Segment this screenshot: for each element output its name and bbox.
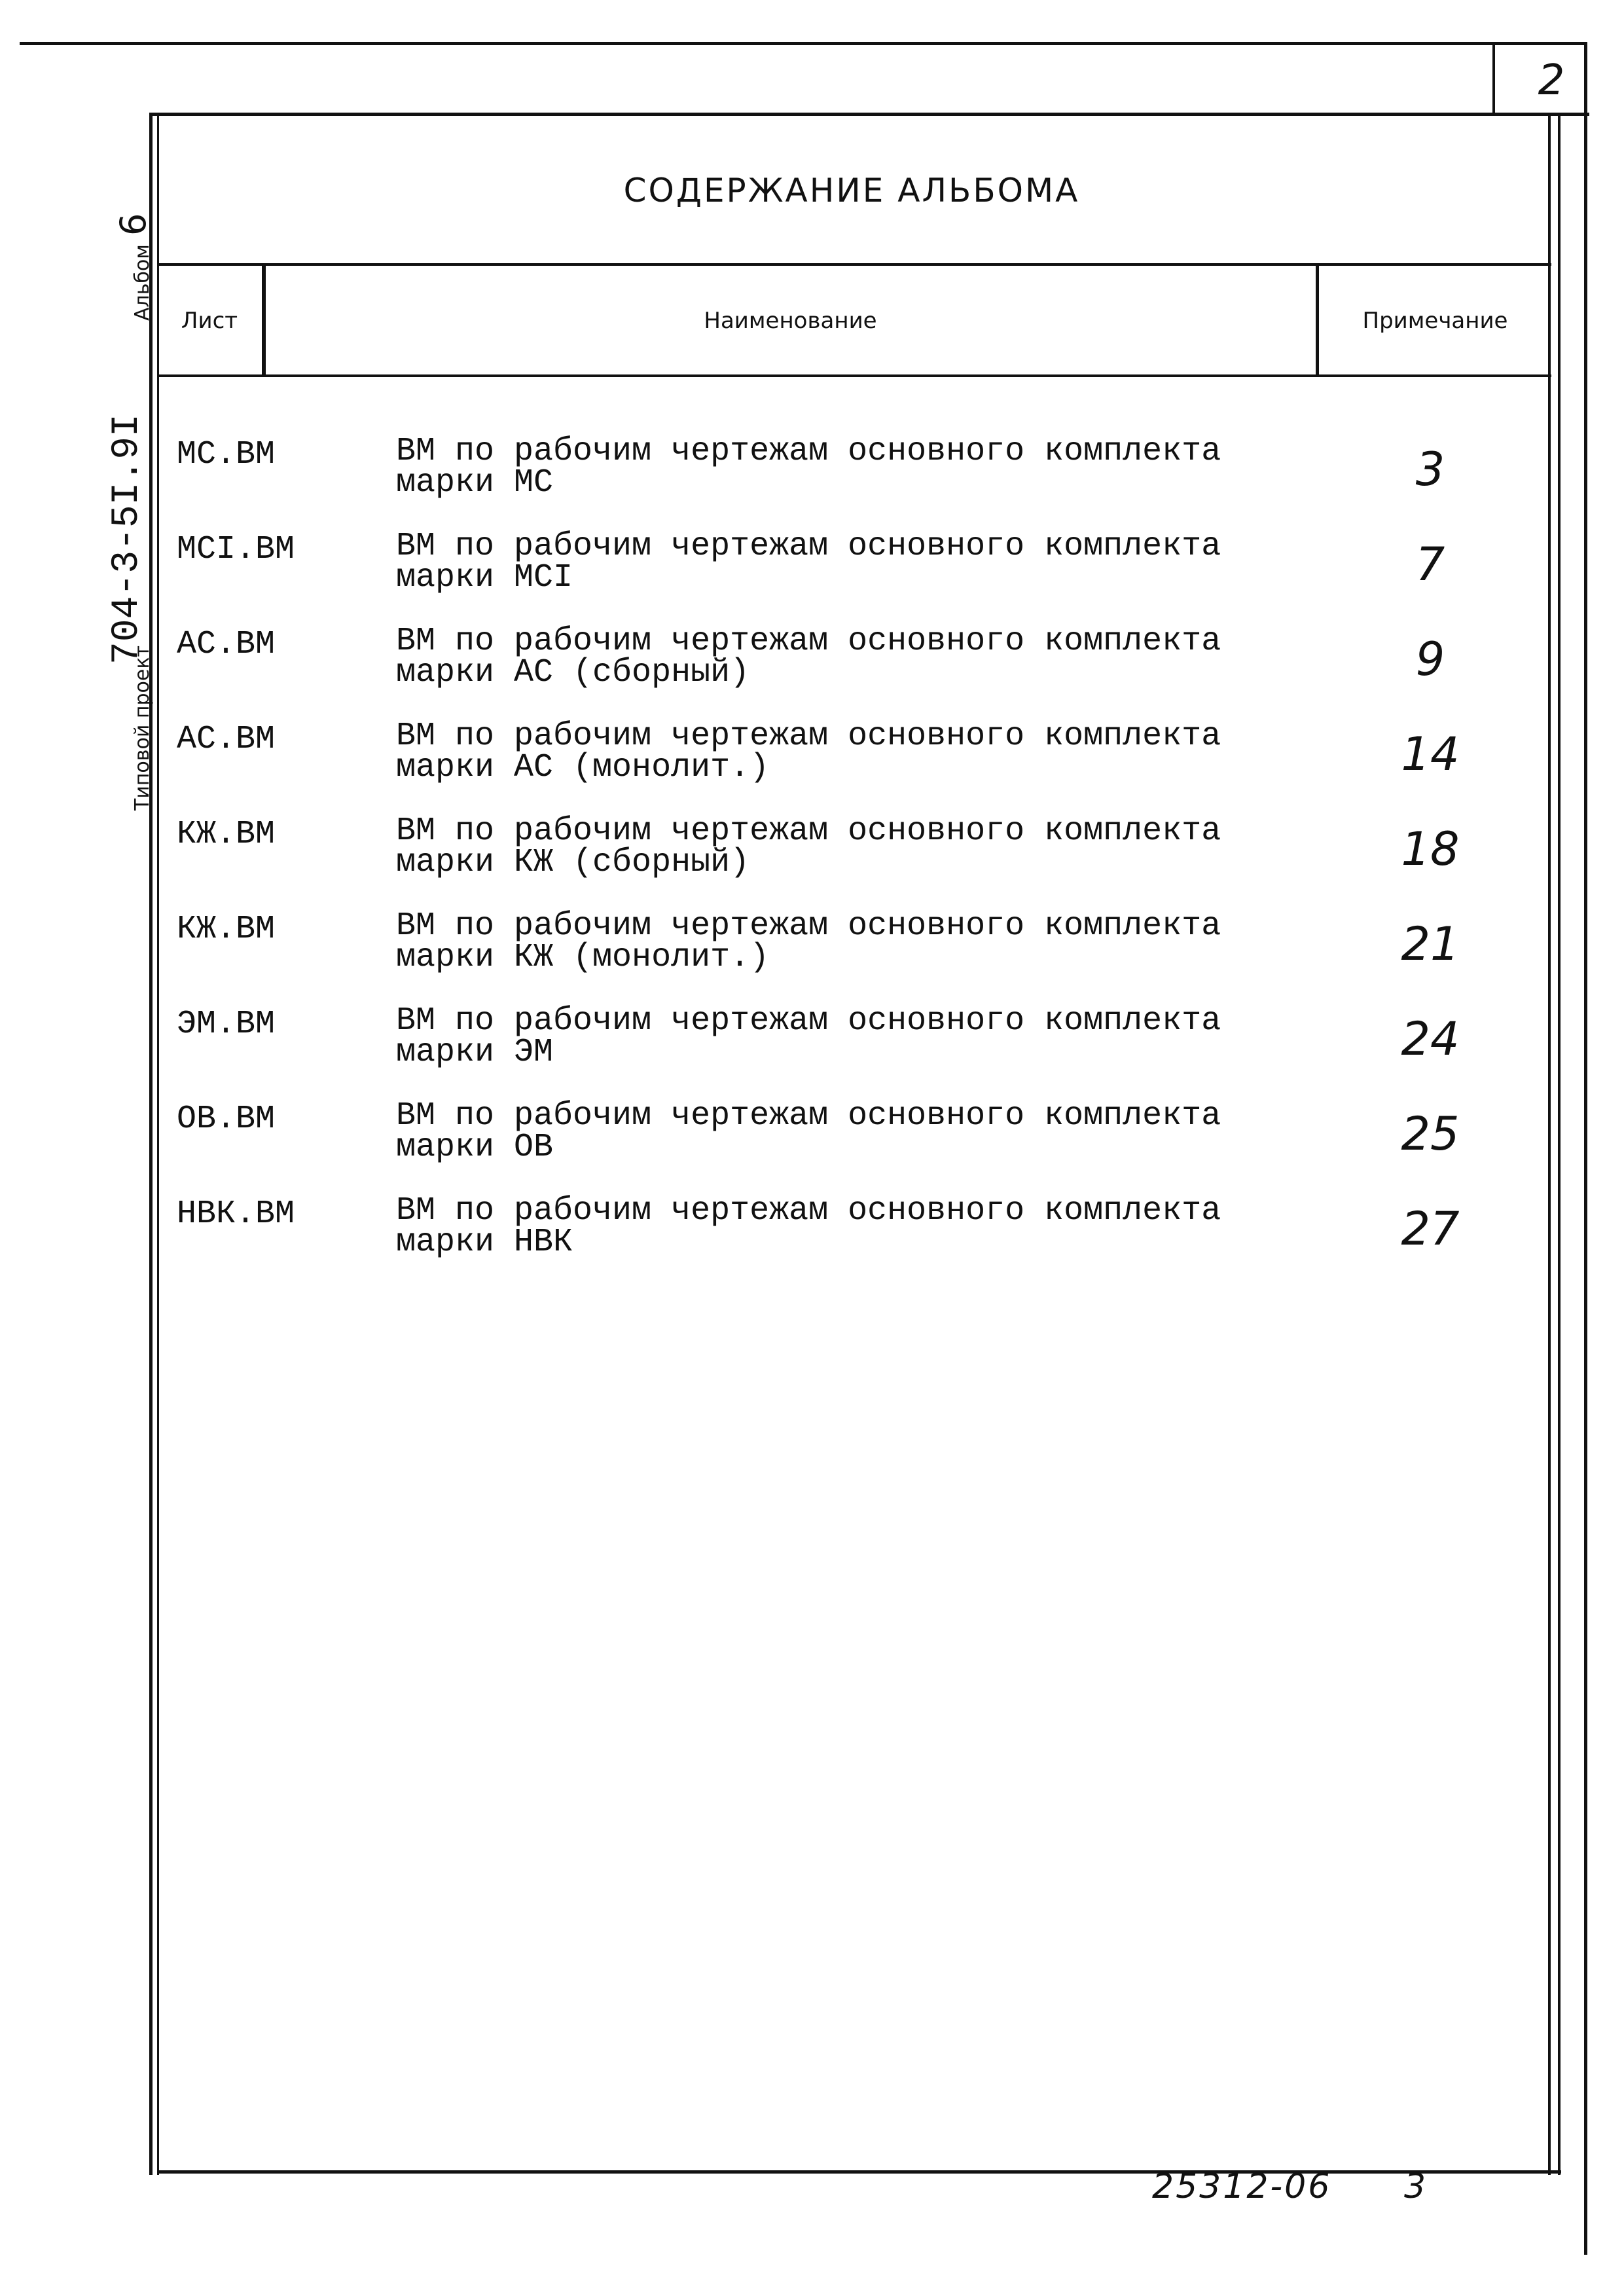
table-row	[0, 1192, 1624, 1293]
row-sheet-code: КЖ.ВМ	[177, 911, 276, 948]
table-row	[0, 812, 1624, 913]
table-row	[0, 1097, 1624, 1198]
row-name-line1: ВМ по рабочим чертежам основного комплекта	[396, 528, 1221, 565]
row-name-line2: марки МС	[396, 464, 554, 501]
row-name-line1: ВМ по рабочим чертежам основного комплекта	[396, 718, 1221, 755]
row-note: 14	[1401, 727, 1460, 781]
row-name-line1: ВМ по рабочим чертежам основного комплекта	[396, 433, 1221, 470]
row-note: 25	[1401, 1107, 1460, 1161]
row-name-line1: ВМ по рабочим чертежам основного комплекта	[396, 623, 1221, 660]
row-sheet-code: ОВ.ВМ	[177, 1101, 276, 1138]
side-project-code: 704-3-5I.9I	[106, 414, 149, 665]
row-name-line2: марки НВК	[396, 1224, 573, 1261]
row-name-line2: марки АС (монолит.)	[396, 749, 770, 786]
row-sheet-code: МС.ВМ	[177, 436, 276, 473]
album-contents-title: СОДЕРЖАНИЕ АЛЬБОМА	[623, 172, 1080, 210]
row-name-line2: марки МСI	[396, 559, 573, 596]
page-number: 2	[1538, 56, 1565, 105]
table-row	[0, 720, 1624, 818]
side-project-label: Типовой проект	[131, 646, 154, 811]
row-note: 18	[1401, 822, 1460, 876]
row-name-line2: марки КЖ (сборный)	[396, 844, 750, 881]
bottom-border	[157, 2170, 1561, 2174]
side-album-label: Альбом	[131, 244, 154, 321]
row-sheet-code: НВК.ВМ	[177, 1195, 295, 1233]
row-name-line2: марки ЭМ	[396, 1034, 554, 1071]
side-album-number: 6	[113, 213, 154, 236]
row-name-line1: ВМ по рабочим чертежам основного комплекта	[396, 1002, 1221, 1040]
table-row	[0, 530, 1624, 629]
row-name-line2: марки ОВ	[396, 1129, 554, 1166]
header-top-line	[157, 263, 1551, 266]
row-sheet-code: АС.ВМ	[177, 626, 276, 663]
row-note: 9	[1415, 632, 1445, 686]
table-row	[0, 625, 1624, 723]
row-name-line1: ВМ по рабочим чертежам основного комплекта	[396, 1097, 1221, 1135]
row-note: 24	[1401, 1012, 1460, 1066]
row-name-line1: ВМ по рабочим чертежам основного комплекта	[396, 812, 1221, 850]
row-name-line2: марки АС (сборный)	[396, 654, 750, 691]
row-name-line1: ВМ по рабочим чертежам основного комплекта	[396, 907, 1221, 945]
row-note: 3	[1415, 443, 1445, 496]
row-name-line2: марки КЖ (монолит.)	[396, 939, 770, 976]
row-note: 21	[1401, 917, 1460, 971]
table-row	[0, 435, 1624, 534]
footer-sheet-number: 3	[1404, 2167, 1426, 2206]
header-note: Примечание	[1362, 308, 1508, 334]
footer-archive-code: 25312-06	[1152, 2167, 1332, 2206]
row-note: 27	[1401, 1202, 1460, 1256]
table-row	[0, 907, 1624, 1008]
row-sheet-code: АС.ВМ	[177, 721, 276, 758]
table-row	[0, 1002, 1624, 1103]
top-border-line	[20, 42, 1587, 45]
header-bottom-line	[157, 374, 1551, 377]
inner-top-border	[149, 113, 1589, 116]
row-sheet-code: КЖ.ВМ	[177, 816, 276, 853]
row-sheet-code: ЭМ.ВМ	[177, 1006, 276, 1043]
header-name: Наименование	[704, 308, 877, 334]
header-sheet: Лист	[181, 308, 238, 334]
page-number-box-left	[1492, 42, 1495, 114]
row-note: 7	[1415, 538, 1445, 591]
row-name-line1: ВМ по рабочим чертежам основного комплекта	[396, 1192, 1221, 1230]
row-sheet-code: МСI.ВМ	[177, 531, 295, 568]
